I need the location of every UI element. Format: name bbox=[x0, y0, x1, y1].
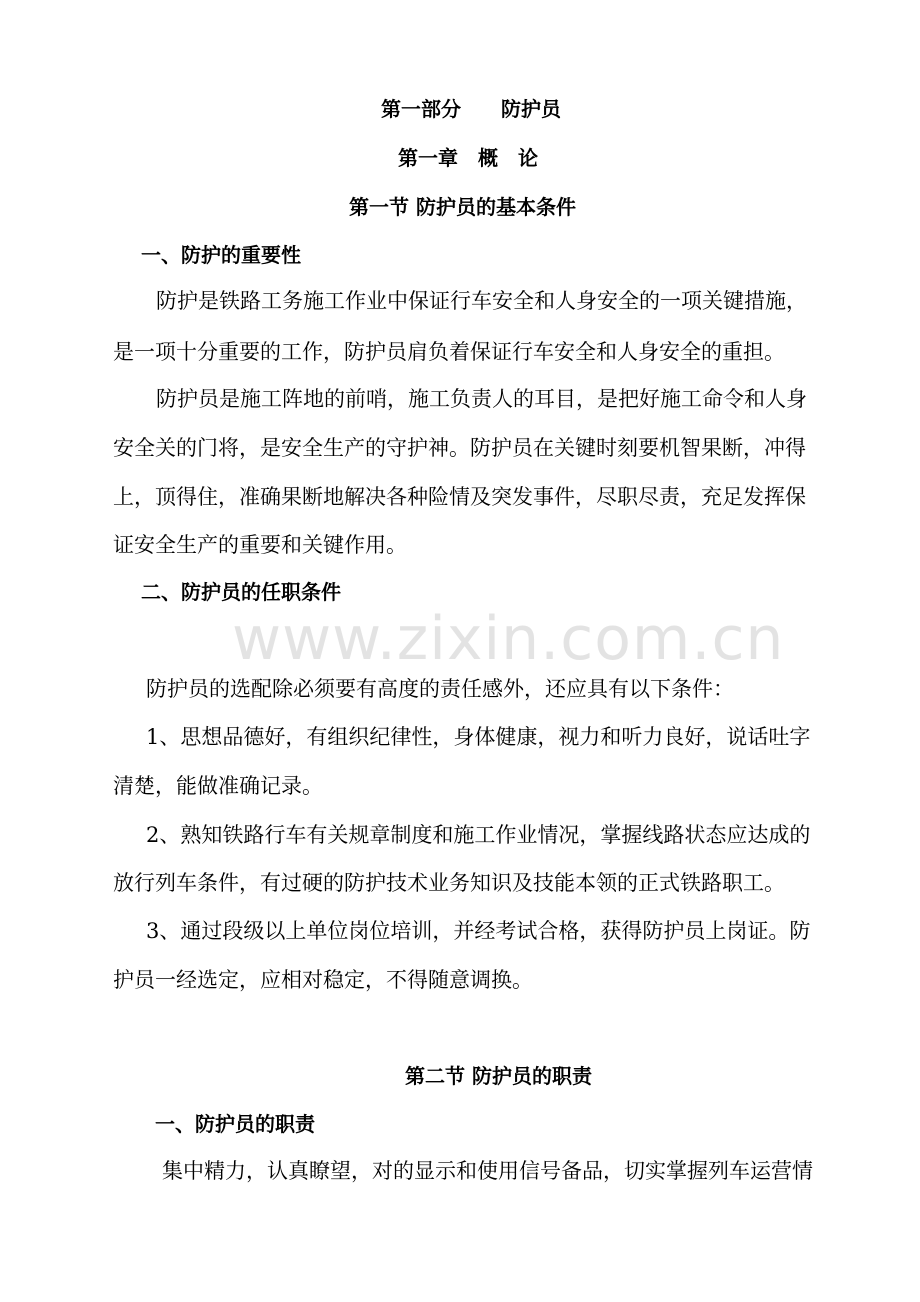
paragraph-line: 集中精力，认真瞭望，对的显示和使用信号备品，切实掌握列车运营情 bbox=[162, 1159, 813, 1183]
paragraph-line: 是一项十分重要的工作，防护员肩负着保证行车安全和人身安全的重担。 bbox=[113, 340, 785, 364]
section-title: 第一节 防护员的基本条件 bbox=[349, 195, 576, 219]
list-item-line: 1、思想品德好，有组织纪律性，身体健康，视力和听力良好，说话吐字 bbox=[146, 725, 811, 749]
paragraph-line: 安全关的门将，是安全生产的守护神。防护员在关键时刻要机智果断，冲得 bbox=[113, 436, 806, 460]
paragraph-line: 防护是铁路工务施工作业中保证行车安全和人身安全的一项关键措施， bbox=[156, 289, 807, 313]
section-heading: 二、防护员的任职条件 bbox=[141, 580, 341, 604]
watermark: www.zixin.com.cn bbox=[232, 604, 785, 674]
paragraph-line: 证安全生产的重要和关键作用。 bbox=[113, 533, 407, 557]
section-heading: 一、防护的重要性 bbox=[141, 243, 301, 267]
paragraph-line: 防护员是施工阵地的前哨，施工负责人的耳目，是把好施工命令和人身 bbox=[156, 387, 807, 411]
chapter-title: 第一章 概 论 bbox=[398, 146, 538, 170]
list-item-line: 3、通过段级以上单位岗位培训，并经考试合格，获得防护员上岗证。防 bbox=[146, 919, 811, 943]
list-item-line: 清楚，能做准确记录。 bbox=[113, 774, 323, 798]
list-item-line: 2、熟知铁路行车有关规章制度和施工作业情况，掌握线路状态应达成的 bbox=[146, 823, 811, 847]
section-heading: 一、防护员的职责 bbox=[155, 1112, 315, 1136]
list-item-line: 放行列车条件，有过硬的防护技术业务知识及技能本领的正式铁路职工。 bbox=[113, 871, 785, 895]
section-title: 第二节 防护员的职责 bbox=[405, 1064, 592, 1088]
paragraph-line: 上，顶得住，准确果断地解决各种险情及突发事件，尽职尽责，充足发挥保 bbox=[113, 485, 806, 509]
list-item-line: 护员一经选定，应相对稳定，不得随意调换。 bbox=[113, 968, 533, 992]
part-title: 第一部分 防护员 bbox=[381, 97, 561, 121]
paragraph-line: 防护员的选配除必须要有高度的责任感外，还应具有以下条件： bbox=[146, 677, 734, 701]
